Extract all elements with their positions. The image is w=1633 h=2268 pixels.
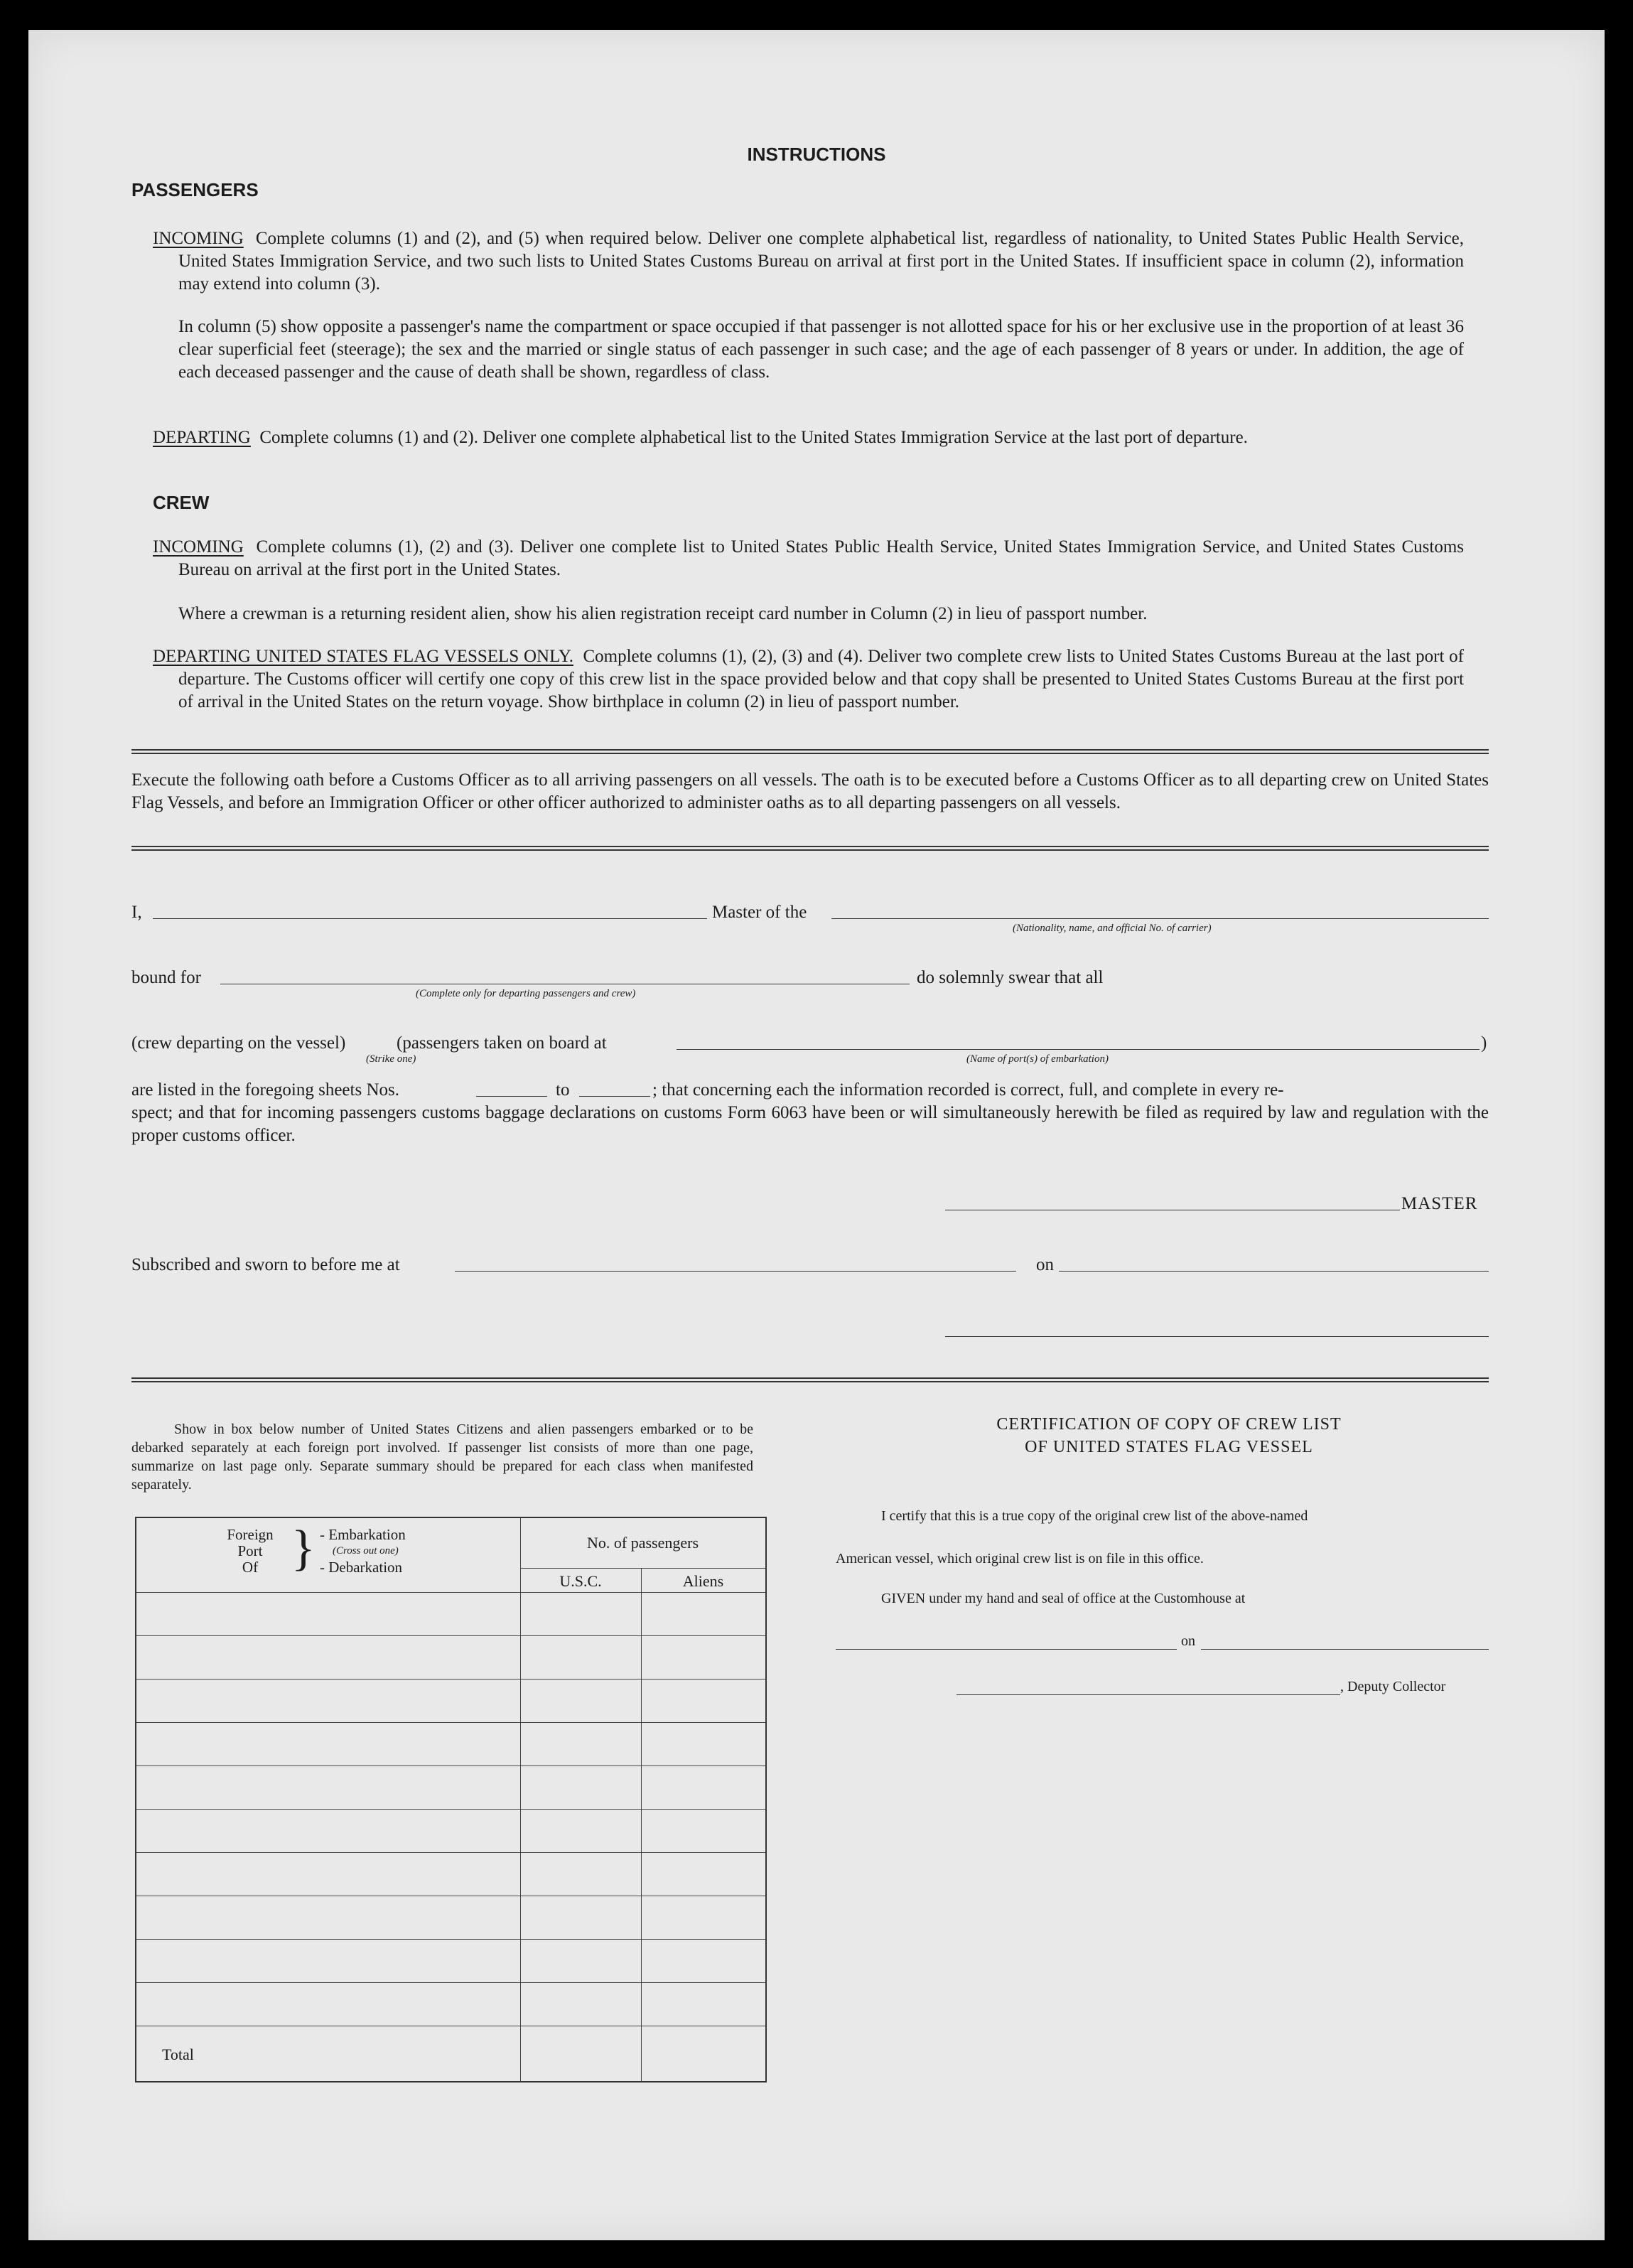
certify-text-1: I certify that this is a true copy of the original crew list of the above-named <box>881 1508 1308 1524</box>
crew-resident-alien-block <box>178 603 1464 625</box>
certification-title: CERTIFICATION OF COPY OF CREW LIST OF UNITED STATES FLAG VESSEL <box>996 1415 1342 1456</box>
passengers-departing-block <box>153 426 1464 449</box>
total-label: Total <box>162 2046 194 2063</box>
usc-header: U.S.C. <box>559 1572 602 1590</box>
page-title: INSTRUCTIONS <box>747 144 886 165</box>
master-label: MASTER <box>1401 1194 1478 1213</box>
passengers-taken-text: (passengers taken on board at <box>397 1033 607 1053</box>
swear-text: do solemnly swear that all <box>917 968 1104 987</box>
summary-instructions-text: Show in box below number of United States Citizens and alien passengers embarked or to be debarked separately at each foreign port involved. If passenger list consists of more than one page, summarize on last page only. Separate summary should be prepared for each class when manifested separately. <box>131 1421 753 1493</box>
sheet-from-line[interactable] <box>476 1096 547 1097</box>
master-of-the-label: Master of the <box>712 903 807 922</box>
passengers-departing-label: DEPARTING <box>153 428 251 447</box>
customhouse-line[interactable] <box>836 1649 1177 1650</box>
ports-line[interactable] <box>677 1049 1480 1050</box>
section-divider <box>131 1377 1489 1382</box>
no-of-passengers-header: No. of passengers <box>586 1534 699 1552</box>
passengers-column5-text: In column (5) show opposite a passenger's name the compartment or space occupied if that passenger is not allotted space for his or her exclusive use in the proportion of at least 36 clear superficial feet (steerage); the sex and the married or single status of each passenger in such case; and the age of each passenger of 8 years or under. In addition, the age of each deceased passenger and the cause of death shall be shown, regardless of class. <box>178 317 1464 382</box>
close-paren: ) <box>1481 1033 1487 1053</box>
deputy-collector-label: , Deputy Collector <box>1340 1679 1446 1694</box>
crew-incoming-block <box>153 536 1464 581</box>
section-divider <box>131 749 1489 754</box>
passengers-incoming-block <box>153 227 1464 296</box>
listed-text-b: ; that concerning each the information recorded is correct, full, and complete in every re- <box>652 1080 1284 1100</box>
passenger-summary-table <box>135 1517 767 2082</box>
crew-departing-text: (crew departing on the vessel) <box>131 1033 346 1053</box>
listed-text-a: are listed in the foregoing sheets Nos. <box>131 1080 399 1100</box>
subscribed-on-label: on <box>1036 1255 1054 1274</box>
carrier-line[interactable] <box>831 918 1489 919</box>
deputy-signature-line[interactable] <box>956 1694 1340 1695</box>
subscribed-date-line[interactable] <box>1059 1271 1489 1272</box>
officer-signature-line[interactable] <box>945 1336 1489 1337</box>
certify-text-2: American vessel, which original crew list is on file in this office. <box>836 1551 1204 1566</box>
crew-departing-label: DEPARTING UNITED STATES FLAG VESSELS ONLY. <box>153 647 573 666</box>
certification-on-label: on <box>1181 1633 1195 1649</box>
strike-one-hint: (Strike one) <box>366 1053 416 1065</box>
crew-resident-alien-text: Where a crewman is a returning resident alien, show his alien registration receipt card number in Column (2) in lieu of passport number. <box>178 604 1148 623</box>
listed-text-c: spect; and that for incoming passengers customs baggage declarations on customs Form 6063 have been or will simultaneously herewith be filed as required by law and regulation with the proper customs officer. <box>131 1103 1489 1145</box>
aliens-header: Aliens <box>682 1572 724 1590</box>
passengers-heading: PASSENGERS <box>131 179 259 200</box>
passengers-incoming-label: INCOMING <box>153 229 244 248</box>
oath-intro-text: Execute the following oath before a Customs Officer as to all arriving passengers on all vessels. The oath is to be executed before a Customs Officer as to all departing crew on United States Flag Vessels, and before an Immigration Officer or other officer authorized to administer oaths as to all departing passengers on all vessels. <box>131 770 1489 812</box>
subscribed-label: Subscribed and sworn to before me at <box>131 1255 400 1274</box>
document-page <box>28 30 1605 2240</box>
listed-to-label: to <box>556 1080 570 1100</box>
crew-heading: CREW <box>153 492 210 513</box>
listed-c-block <box>131 1102 1489 1147</box>
ports-hint: (Name of port(s) of embarkation) <box>966 1053 1109 1065</box>
given-text: GIVEN under my hand and seal of office at the Customhouse at <box>881 1591 1246 1606</box>
crew-departing-block <box>153 645 1464 714</box>
passengers-incoming-text: Complete columns (1) and (2), and (5) when required below. Deliver one complete alphabetical list, regardless of nationality, to United States Public Health Service, United States Immigration Service, and two such lists to United States Customs Bureau on arrival at first port in the United States. If insufficient space in column (2), information may extend into column (3). <box>178 229 1465 294</box>
oath-i-label: I, <box>131 903 142 922</box>
summary-instructions-block <box>131 1420 753 1494</box>
embark-debark-label: - Embarkation (Cross out one) - Debarkation <box>320 1526 406 1576</box>
subscribed-place-line[interactable] <box>455 1271 1016 1272</box>
certification-date-line[interactable] <box>1201 1649 1489 1650</box>
crew-incoming-text: Complete columns (1), (2) and (3). Deliver one complete list to United States Public Health Service, United States Immigration Service, and United States Customs Bureau on arrival at the first port in the United States. <box>178 537 1465 579</box>
oath-intro-block <box>131 769 1489 815</box>
bound-for-label: bound for <box>131 968 201 987</box>
bound-for-hint: (Complete only for departing passengers and crew) <box>416 988 636 999</box>
foreign-port-of-label: Foreign Port Of <box>227 1526 274 1576</box>
section-divider <box>131 846 1489 851</box>
sheet-to-line[interactable] <box>579 1096 650 1097</box>
passengers-departing-text: Complete columns (1) and (2). Deliver one complete alphabetical list to the United States Immigration Service at the last port of departure. <box>259 428 1248 447</box>
crew-incoming-label: INCOMING <box>153 537 244 557</box>
crew-departing-text: Complete columns (1), (2), (3) and (4). Deliver two complete crew lists to United States Customs Bureau at the last port of departure. The Customs officer will certify one copy of this crew list in the space provided below and that copy shall be presented to United States Customs Bureau at the first port of arrival in the United States on the return voyage. Show birthplace in column (2) in lieu of passport number. <box>178 647 1464 711</box>
carrier-hint: (Nationality, name, and official No. of carrier) <box>1013 923 1212 934</box>
passengers-column5-block <box>178 316 1464 384</box>
brace-glyph: } <box>291 1521 316 1576</box>
master-name-line[interactable] <box>153 918 707 919</box>
